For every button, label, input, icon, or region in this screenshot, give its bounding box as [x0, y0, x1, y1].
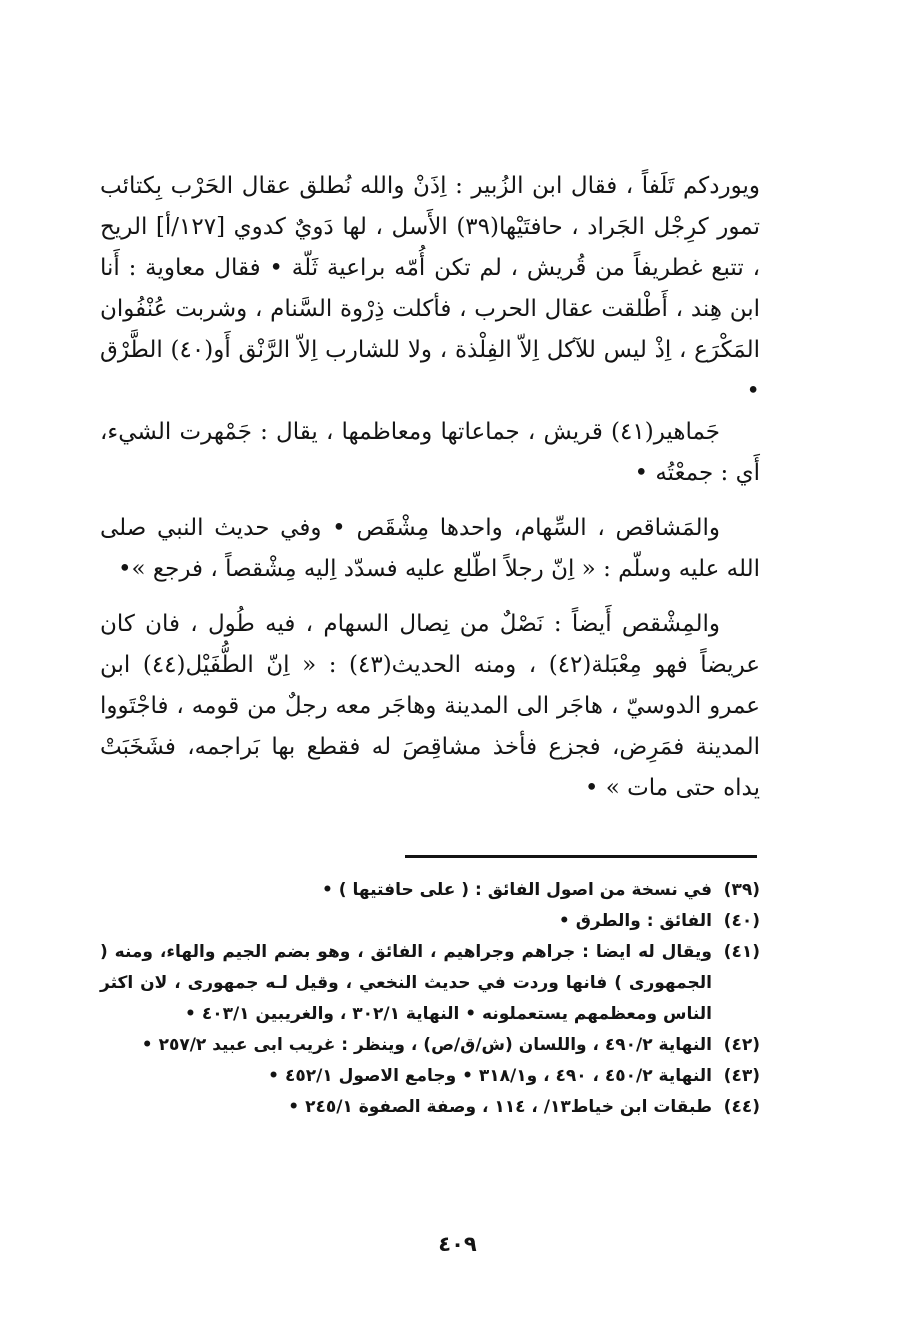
footnote-separator-rule: [405, 855, 757, 858]
paragraph-4: والمِشْقص أَيضاً : نَصْلٌ من نِصال السهام ، فيه طُول ، فان كان عريضاً فهو مِعْبَلة(٤٢) ، ومنه الحديث(٤٣) : « اِنّ الطُّفَيْل(٤٤) ابن عمرو الدوسيّ ، هاجَر الى المدينة وهاجَر معه رجلٌ من قومه ، فاجْتَووا المدينة فمَرِض، فجزع فأخذ مشاقِصَ له فقطع بها بَراجمه، فشَخَبَتْ يداه حتى مات » •: [100, 611, 760, 801]
footnote-text: النهاية ٤٥٠/٢ ، ٤٩٠ ، و٣١٨/١ • وجامع الاصول ٤٥٢/١ •: [268, 1066, 712, 1086]
paragraph-3: والمَشاقص ، السِّهام، واحدها مِشْقَص • وفي حديث النبي صلى الله عليه وسلّم : « اِنّ رجلاً اطّلع عليه فسدّد اِليه مِشْقصاً ، فرجع »•: [100, 515, 760, 582]
footnote-number: (٣٩): [723, 880, 760, 900]
footnote-number: (٤١): [723, 942, 760, 962]
footnote-41: [100, 937, 760, 1030]
footnote-40: [100, 906, 760, 937]
footnote-text: النهاية ٤٩٠/٢ ، واللسان (ش/ق/ص) ، وينظر : غريب ابى عبيد ٢٥٧/٢ •: [141, 1035, 712, 1055]
footnote-42: [100, 1030, 760, 1061]
footnote-text: في نسخة من اصول الفائق : ( على حافتيها ) •: [322, 880, 712, 900]
footnote-number: (٤٣): [723, 1066, 760, 1086]
footnote-43: [100, 1061, 760, 1092]
page-number: ٤٠٩: [438, 1232, 477, 1256]
footnote-number: (٤٠): [723, 911, 760, 931]
footnote-text: الفائق : والطرق •: [558, 911, 712, 931]
footnote-number: (٤٢): [723, 1035, 760, 1055]
main-text-body: [100, 166, 760, 809]
footnote-text: ويقال له ايضا : جراهم وجراهيم ، الفائق ، وهو بضم الجيم والهاء، ومنه ( الجمهورى ) فانها وردت في حديث النخعي ، وقيل لـه جمهورى ، لان اكثر الناس ومعظمهم يستعملونه • النهاية ٣٠٢/١ ، والغريبين ٤٠٣/١ •: [100, 942, 712, 1024]
footnote-44: [100, 1092, 760, 1123]
paragraph-1: ويوردكم تَلَفاً ، فقال ابن الزُبير : اِذَنْ والله نُطلق عقال الحَرْب بِكتائب تمور كرِجْل الجَراد ، حافتَيْها(٣٩) الأَسل ، لها دَويٌ كدوي [١٢٧/أ] الريح ، تتبع غطريفاً من قُريش ، لم تكن أُمّه براعية ثَلّة • فقال معاوية : أَنا ابن هِند ، أَطْلقت عقال الحرب ، فأكلت ذِرْوة السَّنام ، وشربت عُنْفُوان المَكْرَع ، اِذْ ليس للآكل اِلاّ الفِلْذة ، ولا للشارب اِلاّ الرَّنْق أَو(٤٠) الطَّرْق •: [100, 173, 760, 404]
footnote-text: طبقات ابن خياط١٣/ ، ١١٤ ، وصفة الصفوة ٢٤٥/١ •: [288, 1097, 712, 1117]
paragraph-2: جَماهير(٤١) قريش ، جماعاتها ومعاظمها ، يقال : جَمْهرت الشيء، أَي : جمعْتُه •: [100, 419, 760, 486]
footnotes-section: [100, 875, 760, 1123]
footnote-39: [100, 875, 760, 906]
footnote-number: (٤٤): [723, 1097, 760, 1117]
